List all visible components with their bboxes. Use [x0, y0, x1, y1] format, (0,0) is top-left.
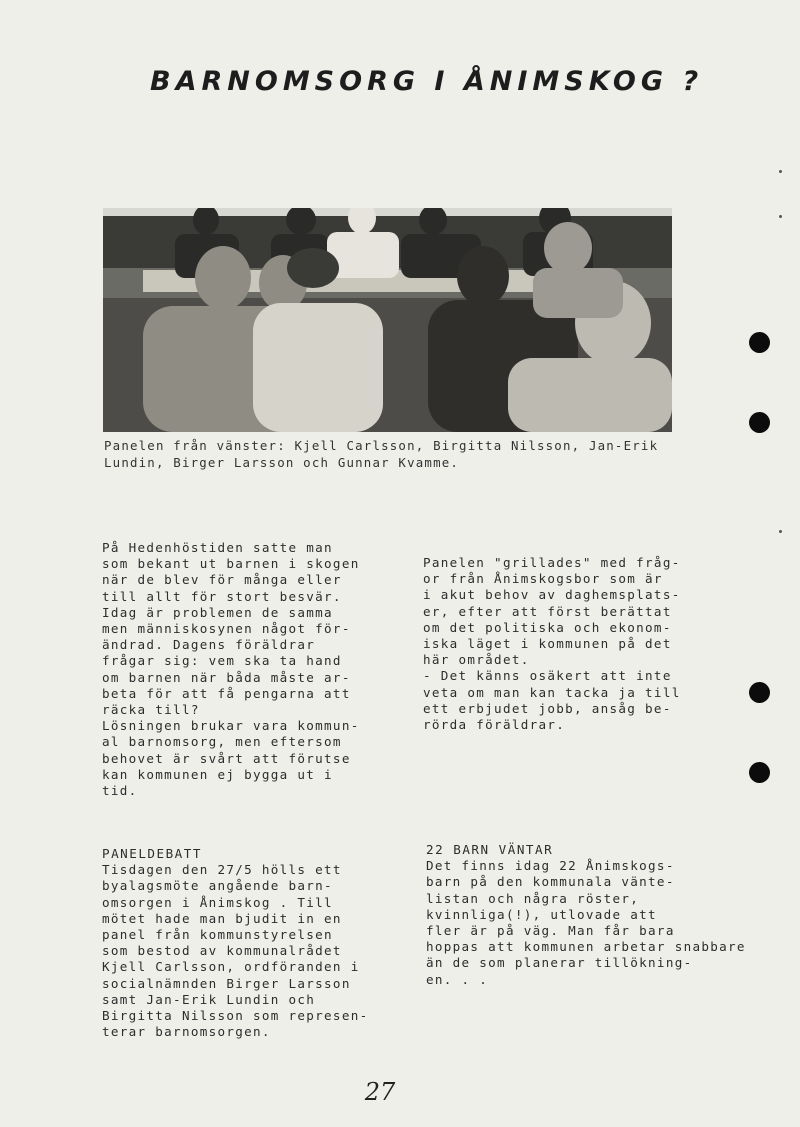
page-number: 27	[364, 1078, 396, 1106]
panel-column	[423, 555, 723, 733]
paper-speck	[779, 530, 782, 533]
intro-paragraph: På Hedenhöstiden satte man som bekant ut barnen i skogen när de blev för många eller till allt för stort besvär. Idag är problemen de samma men människosynen något för- ändrad. Dagens föräldrar frågar sig: vem ska ta hand om barnen när båda måste ar- beta för att få pengarna att räcka till? Lösningen brukar vara kommun- al barnomsorg, men eftersom behovet är svårt att förutse kan kommunen ej bygga ut i tid.	[102, 540, 360, 799]
paneldebatt-paragraph: Tisdagen den 27/5 hölls ett byalagsmöte angående barn- omsorgen i Ånimskog . Till mötet hade man bjudit in en panel från kommunstyrelsen som bestod av kommunalrådet Kjell Carlsson, ordföranden i socialnämnden Birger Larsson samt Jan-Erik Lundin och Birgitta Nilsson som represen- terar barnomsorgen.	[102, 862, 369, 1040]
waiting-children-heading: 22 BARN VÄNTAR	[426, 842, 554, 857]
paper-speck	[779, 215, 782, 218]
paneldebatt-section	[102, 846, 402, 1040]
paneldebatt-heading: PANELDEBATT	[102, 846, 202, 861]
binder-hole-icon	[749, 682, 770, 703]
binder-hole-icon	[749, 762, 770, 783]
binder-hole-icon	[749, 412, 770, 433]
binder-hole-icon	[749, 332, 770, 353]
waiting-children-section	[426, 842, 766, 988]
paper-speck	[779, 170, 782, 173]
waiting-children-paragraph: Det finns idag 22 Ånimskogs- barn på den kommunala vänte- listan och några röster, kvinnliga(!), utlovade att fler är på väg. Man får bara hoppas att kommunen arbetar snabbare än de som planerar tillökning- en. . .	[426, 858, 746, 987]
panel-photo	[103, 208, 672, 432]
intro-column	[102, 540, 402, 799]
panel-paragraph: Panelen "grillades" med fråg- or från Ånimskogsbor som är i akut behov av daghemsplats- er, efter att först berättat om det politiska och ekonom- iska läget i kommunen på det här området. - Det känns osäkert att inte veta om man kan tacka ja till ett erbjudet jobb, ansåg be- rörda föräldrar.	[423, 555, 681, 733]
photo-caption: Panelen från vänster: Kjell Carlsson, Birgitta Nilsson, Jan-Erik Lundin, Birger Larsson och Gunnar Kvamme.	[104, 438, 659, 470]
page-title: BARNOMSORG I ÅNIMSKOG ?	[150, 66, 704, 97]
